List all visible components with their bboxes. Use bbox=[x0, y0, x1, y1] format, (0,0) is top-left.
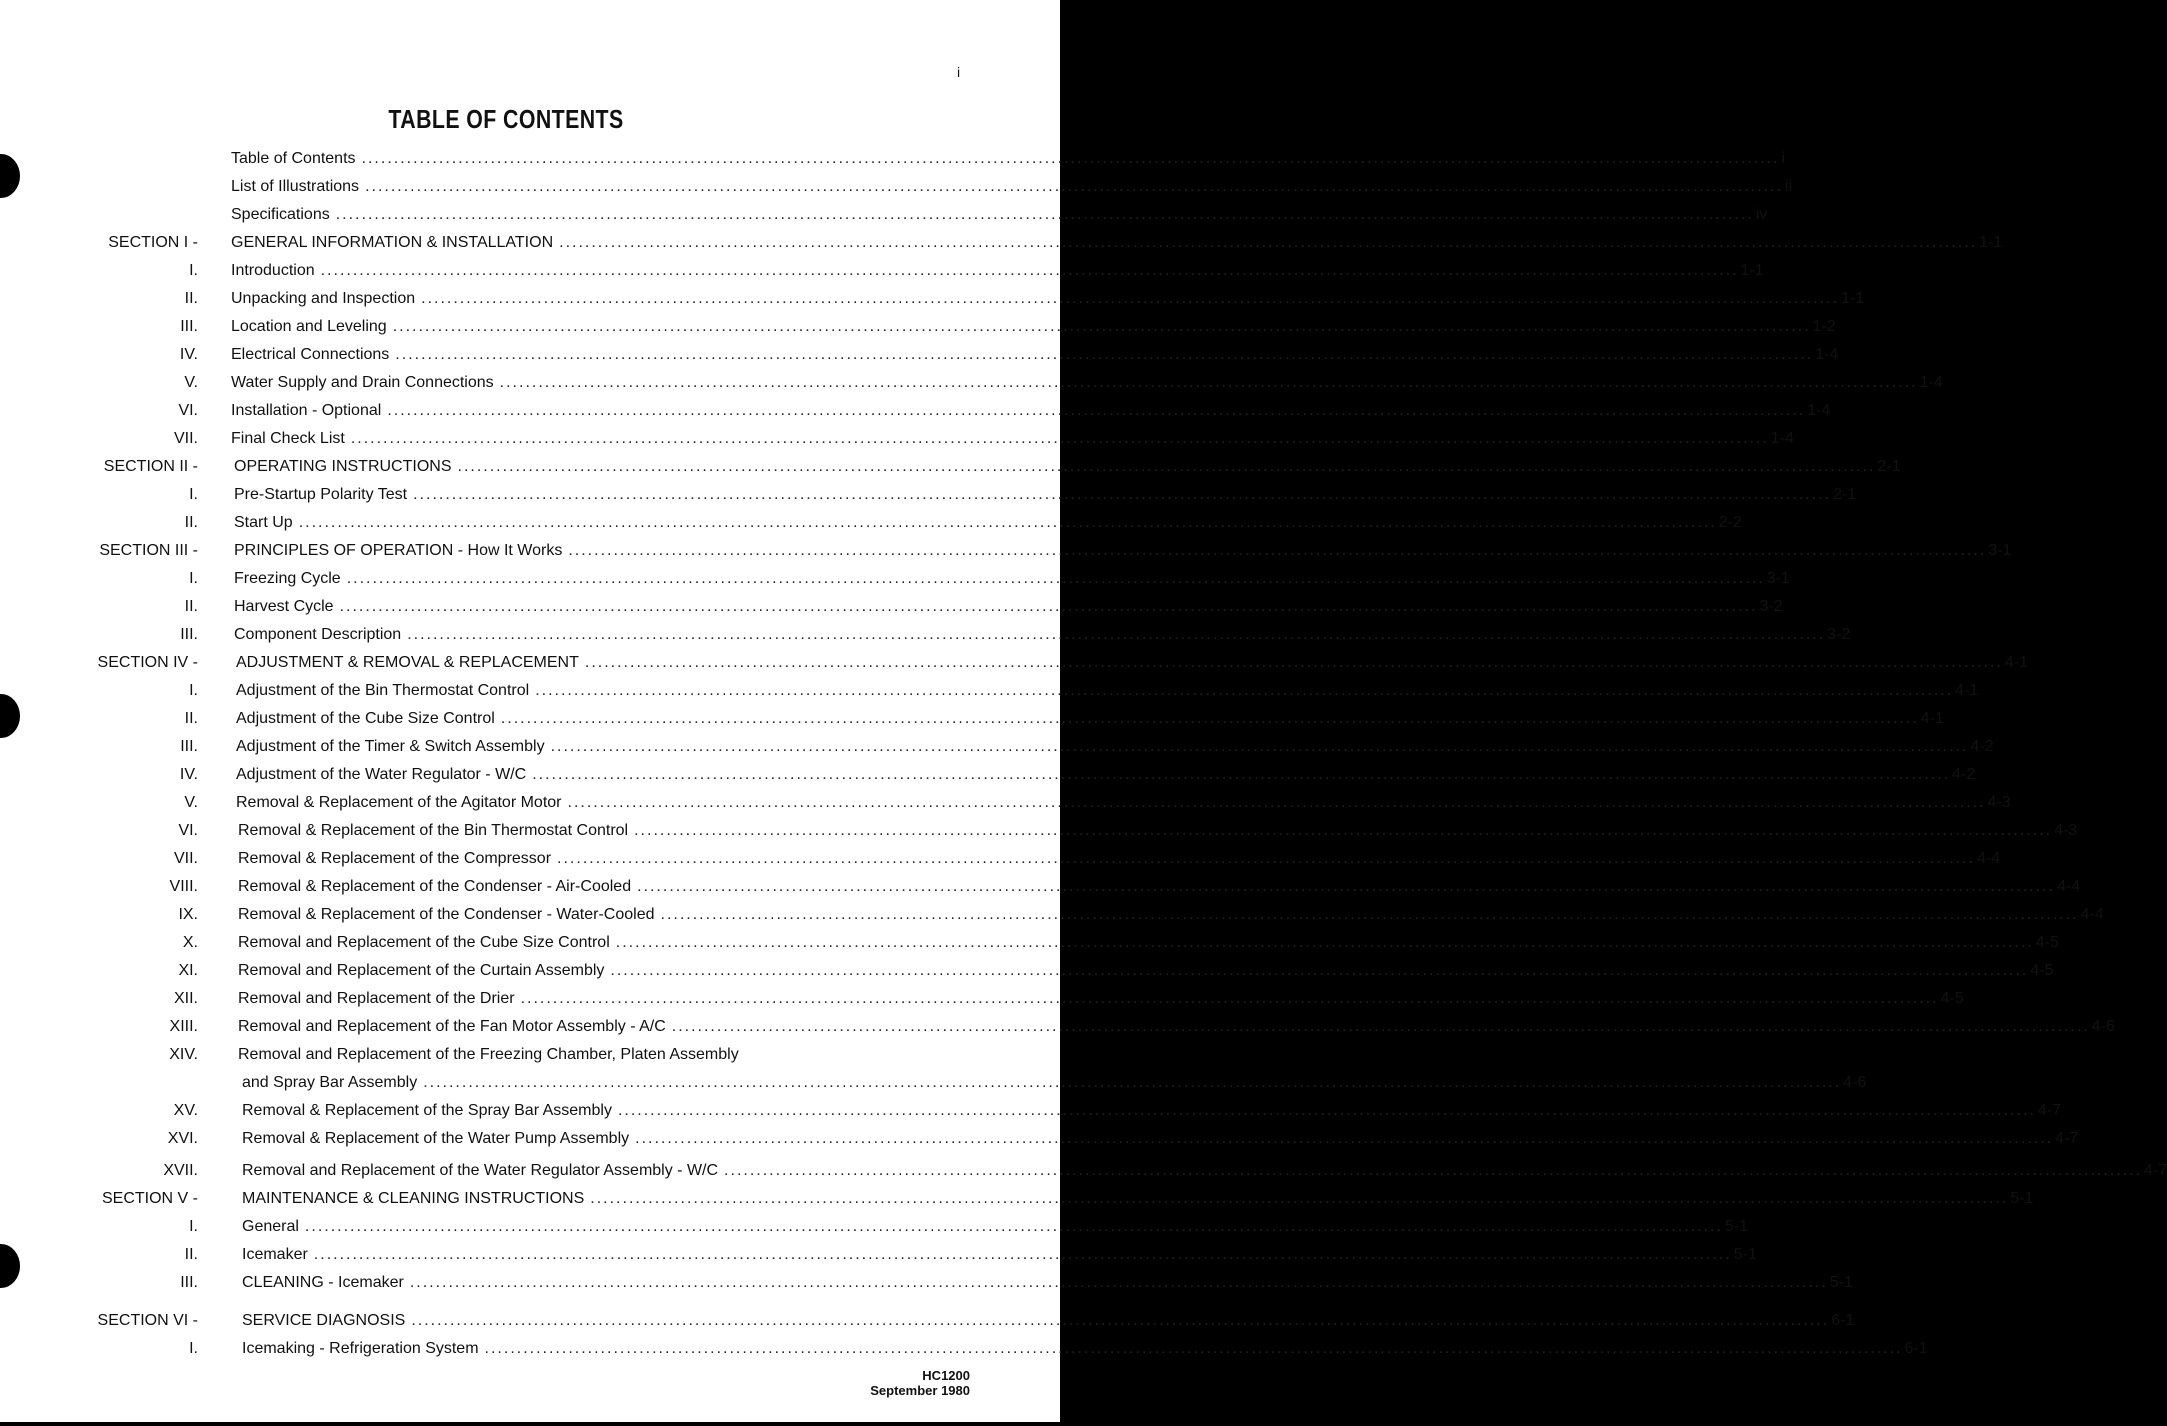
dot-leader: ............................................................................................................................................................................................................................ bbox=[520, 990, 1939, 1007]
toc-label: Removal and Replacement of the Curtain Assembly bbox=[238, 962, 605, 979]
section-number: II. bbox=[184, 514, 198, 531]
page-ref: 3-1 bbox=[1988, 542, 2012, 559]
toc-entry bbox=[0, 736, 1994, 758]
section-number: I. bbox=[189, 1218, 198, 1235]
toc-entry bbox=[0, 260, 1764, 282]
toc-label: Component Description bbox=[234, 626, 402, 643]
toc-entry bbox=[0, 1128, 2079, 1150]
section-number: III. bbox=[180, 626, 198, 643]
dot-leader: ............................................................................................................................................................................................................................ bbox=[660, 906, 2079, 923]
toc-entry bbox=[0, 372, 1943, 394]
toc-entry bbox=[0, 288, 1865, 310]
toc-label: Specifications bbox=[231, 206, 330, 223]
toc-label: Removal and Replacement of the Drier bbox=[238, 990, 515, 1007]
toc-label: Removal and Replacement of the Water Regulator Assembly - W/C bbox=[242, 1162, 719, 1179]
dot-leader: ............................................................................................................................................................................................................................ bbox=[584, 654, 2003, 671]
toc-entry bbox=[0, 344, 1839, 366]
page-ref: 4-3 bbox=[1987, 794, 2011, 811]
toc-entry bbox=[0, 428, 1794, 450]
toc-label: Adjustment of the Water Regulator - W/C bbox=[236, 766, 527, 783]
dot-leader: ............................................................................................................................................................................................................................ bbox=[671, 1018, 2090, 1035]
page-ref: 4-4 bbox=[1977, 850, 2001, 867]
dot-leader: ............................................................................................................................................................................................................................ bbox=[407, 626, 1826, 643]
section-number: XII. bbox=[173, 990, 198, 1007]
page-ref: 4-5 bbox=[2035, 934, 2059, 951]
section-number: II. bbox=[184, 710, 198, 727]
dot-leader: ............................................................................................................................................................................................................................ bbox=[313, 1246, 1732, 1263]
page-ref: iv bbox=[1755, 206, 1768, 223]
toc-entry bbox=[0, 904, 2104, 926]
section-number: V. bbox=[184, 374, 198, 391]
dot-leader: ............................................................................................................................................................................................................................ bbox=[590, 1190, 2009, 1207]
page-ref: 4-1 bbox=[1955, 682, 1979, 699]
dot-leader: ............................................................................................................................................................................................................................ bbox=[413, 486, 1832, 503]
toc-label: CLEANING - Icemaker bbox=[242, 1274, 404, 1291]
page-title: TABLE OF CONTENTS bbox=[388, 104, 624, 134]
dot-leader: ............................................................................................................................................................................................................................ bbox=[637, 878, 2056, 895]
page-ref: 4-4 bbox=[2057, 878, 2081, 895]
page-ref: 1-1 bbox=[1740, 262, 1764, 279]
dot-leader: ............................................................................................................................................................................................................................ bbox=[350, 430, 1769, 447]
section-number: I. bbox=[189, 682, 198, 699]
dot-leader: ............................................................................................................................................................................................................................ bbox=[320, 262, 1739, 279]
document-footer bbox=[820, 1368, 970, 1398]
toc-label: Table of Contents bbox=[231, 150, 356, 167]
dot-leader: ............................................................................................................................................................................................................................ bbox=[557, 850, 1975, 867]
toc-entry bbox=[0, 1188, 2034, 1210]
page-ref: 4-2 bbox=[1970, 738, 1994, 755]
dot-leader: ............................................................................................................................................................................................................................ bbox=[392, 318, 1811, 335]
toc-label: Harvest Cycle bbox=[234, 598, 334, 615]
page-ref: 2-1 bbox=[1833, 486, 1857, 503]
toc-entry bbox=[0, 848, 2001, 870]
section-number: VII. bbox=[173, 430, 198, 447]
page-ref: 4-1 bbox=[1920, 710, 1944, 727]
page-ref: 4-5 bbox=[1940, 990, 1964, 1007]
dot-leader: ............................................................................................................................................................................................................................ bbox=[423, 1074, 1842, 1091]
toc-entry bbox=[0, 624, 1851, 646]
toc-entry bbox=[0, 680, 1979, 702]
dot-leader: ............................................................................................................................................................................................................................ bbox=[335, 206, 1754, 223]
page-ref: 4-5 bbox=[2030, 962, 2054, 979]
toc-entry bbox=[0, 764, 1976, 786]
section-number: VI. bbox=[178, 822, 198, 839]
section-number: SECTION II - bbox=[103, 458, 198, 475]
dot-leader: ............................................................................................................................................................................................................................ bbox=[457, 458, 1876, 475]
page-number: i bbox=[957, 64, 961, 80]
dot-leader: ............................................................................................................................................................................................................................ bbox=[346, 570, 1765, 587]
toc-entry bbox=[0, 568, 1790, 590]
page-ref: 5-1 bbox=[1724, 1218, 1749, 1235]
dot-leader: ............................................................................................................................................................................................................................ bbox=[395, 346, 1814, 363]
toc-label: PRINCIPLES OF OPERATION - How It Works bbox=[234, 542, 563, 559]
toc-entry bbox=[0, 708, 1944, 730]
toc-entry bbox=[0, 1072, 1867, 1094]
page-ref: ii bbox=[1785, 178, 1793, 195]
section-number: SECTION V - bbox=[101, 1190, 198, 1207]
section-number: V. bbox=[184, 794, 198, 811]
section-number: SECTION VI - bbox=[97, 1312, 198, 1329]
section-number: III. bbox=[180, 1274, 198, 1291]
section-number: IV. bbox=[179, 346, 198, 363]
toc-entry bbox=[0, 512, 1742, 534]
toc-label: Location and Leveling bbox=[231, 318, 387, 335]
page-ref: 3-2 bbox=[1759, 598, 1783, 615]
toc-entry bbox=[0, 1310, 1855, 1332]
section-number: XIV. bbox=[169, 1046, 198, 1063]
page-ref: 1-1 bbox=[1841, 290, 1865, 307]
toc-entry bbox=[0, 792, 2011, 814]
toc-label: Installation - Optional bbox=[231, 402, 382, 419]
dot-leader: ............................................................................................................................................................................................................................ bbox=[339, 598, 1758, 615]
page-ref: 4-4 bbox=[2080, 906, 2104, 923]
dot-leader: ............................................................................................................................................................................................................................ bbox=[411, 1312, 1830, 1329]
toc-entry bbox=[0, 232, 2003, 254]
section-number: II. bbox=[184, 290, 198, 307]
page-ref: 1-4 bbox=[1815, 346, 1839, 363]
dot-leader: ............................................................................................................................................................................................................................ bbox=[567, 794, 1986, 811]
toc-label: List of Illustrations bbox=[231, 178, 360, 195]
page-ref: 1-4 bbox=[1770, 430, 1794, 447]
section-number: XI. bbox=[178, 962, 198, 979]
toc-label: SERVICE DIAGNOSIS bbox=[242, 1312, 406, 1329]
toc-label: Start Up bbox=[234, 514, 293, 531]
toc-entry bbox=[0, 596, 1783, 618]
toc-entry bbox=[0, 876, 2081, 898]
toc-label: Icemaker bbox=[242, 1246, 308, 1263]
toc-label: MAINTENANCE & CLEANING INSTRUCTIONS bbox=[242, 1190, 585, 1207]
toc-entry bbox=[0, 652, 2028, 674]
page-ref: 1-4 bbox=[1919, 374, 1943, 391]
dot-leader: ............................................................................................................................................................................................................................ bbox=[532, 766, 1951, 783]
toc-label: Introduction bbox=[231, 262, 315, 279]
page-ref: 4-7 bbox=[2144, 1162, 2167, 1179]
toc-label: OPERATING INSTRUCTIONS bbox=[234, 458, 452, 475]
dot-leader: ............................................................................................................................................................................................................................ bbox=[304, 1218, 1723, 1235]
dot-leader: ............................................................................................................................................................................................................................ bbox=[617, 1102, 2036, 1119]
toc-label: Removal and Replacement of the Fan Motor Assembly - A/C bbox=[238, 1018, 666, 1035]
toc-label: Adjustment of the Bin Thermostat Control bbox=[236, 682, 530, 699]
page-ref: 4-3 bbox=[2054, 822, 2078, 839]
page-ref: 4-6 bbox=[1843, 1074, 1867, 1091]
toc-entry bbox=[0, 1216, 1749, 1238]
section-number: VIII. bbox=[169, 878, 198, 895]
toc-label: Adjustment of the Cube Size Control bbox=[236, 710, 495, 727]
dot-leader: ............................................................................................................................................................................................................................ bbox=[550, 738, 1969, 755]
dot-leader: ............................................................................................................................................................................................................................ bbox=[387, 402, 1806, 419]
dot-leader: ............................................................................................................................................................................................................................ bbox=[568, 542, 1987, 559]
toc-label: Removal and Replacement of the Cube Size Control bbox=[238, 934, 610, 951]
toc-label: Removal and Replacement of the Freezing Chamber, Platen Assembly bbox=[238, 1046, 739, 1063]
page-ref: 4-1 bbox=[2004, 654, 2028, 671]
dot-leader: ............................................................................................................................................................................................................................ bbox=[361, 150, 1780, 167]
toc-entry bbox=[0, 400, 1831, 422]
section-number: I. bbox=[189, 486, 198, 503]
toc-entry bbox=[0, 148, 1786, 170]
page-ref: 1-2 bbox=[1812, 318, 1836, 335]
dot-leader: ............................................................................................................................................................................................................................ bbox=[500, 710, 1919, 727]
section-number: II. bbox=[184, 1246, 198, 1263]
page-ref: 2-1 bbox=[1877, 458, 1901, 475]
dot-leader: ............................................................................................................................................................................................................................ bbox=[499, 374, 1918, 391]
dot-leader: ............................................................................................................................................................................................................................ bbox=[610, 962, 2029, 979]
page-ref: 1-1 bbox=[1979, 234, 2003, 251]
toc-label: Removal & Replacement of the Condenser - Water-Cooled bbox=[238, 906, 655, 923]
section-number: VI. bbox=[178, 402, 198, 419]
page-ref: 5-1 bbox=[1733, 1246, 1757, 1263]
dot-leader: ............................................................................................................................................................................................................................ bbox=[365, 178, 1784, 195]
dot-leader: ............................................................................................................................................................................................................................ bbox=[421, 290, 1840, 307]
dot-leader: ............................................................................................................................................................................................................................ bbox=[635, 1130, 2054, 1147]
toc-entry bbox=[0, 1338, 1928, 1360]
toc-label: GENERAL INFORMATION & INSTALLATION bbox=[231, 234, 554, 251]
page-ref: 3-2 bbox=[1827, 626, 1851, 643]
page-ref: 6-1 bbox=[1831, 1312, 1855, 1329]
dot-leader: ............................................................................................................................................................................................................................ bbox=[559, 234, 1978, 251]
toc-label: Removal & Replacement of the Agitator Motor bbox=[236, 794, 562, 811]
page-ref: 4-7 bbox=[2055, 1130, 2079, 1147]
page-ref: 5-1 bbox=[2010, 1190, 2034, 1207]
dot-leader: ............................................................................................................................................................................................................................ bbox=[484, 1340, 1903, 1357]
section-number: I. bbox=[189, 262, 198, 279]
toc-label: Removal & Replacement of the Compressor bbox=[238, 850, 552, 867]
toc-entry bbox=[0, 932, 2059, 954]
toc-label: Removal & Replacement of the Condenser - Air-Cooled bbox=[238, 878, 632, 895]
toc-entry bbox=[0, 988, 1964, 1010]
section-number: XV. bbox=[173, 1102, 198, 1119]
dot-leader: ............................................................................................................................................................................................................................ bbox=[634, 822, 2053, 839]
section-number: X. bbox=[182, 934, 198, 951]
toc-label: Unpacking and Inspection bbox=[231, 290, 416, 307]
dot-leader: ............................................................................................................................................................................................................................ bbox=[409, 1274, 1828, 1291]
page-ref: 4-6 bbox=[2091, 1018, 2115, 1035]
toc-entry bbox=[0, 1160, 2167, 1182]
page-ref: 4-2 bbox=[1952, 766, 1976, 783]
toc-label: Icemaking - Refrigeration System bbox=[242, 1340, 479, 1357]
dot-leader: ............................................................................................................................................................................................................................ bbox=[535, 682, 1954, 699]
toc-entry bbox=[0, 176, 1793, 198]
section-number: III. bbox=[180, 738, 198, 755]
model-number: HC1200 bbox=[922, 1368, 970, 1383]
dot-leader: ............................................................................................................................................................................................................................ bbox=[615, 934, 2034, 951]
toc-entry bbox=[0, 1044, 1060, 1066]
toc-entry bbox=[0, 1016, 2115, 1038]
page-ref: 4-7 bbox=[2037, 1102, 2062, 1119]
toc-entry bbox=[0, 316, 1836, 338]
section-number: II. bbox=[184, 598, 198, 615]
toc-label: Adjustment of the Timer & Switch Assembly bbox=[236, 738, 545, 755]
section-number: IV. bbox=[179, 766, 198, 783]
section-number: VII. bbox=[173, 850, 198, 867]
toc-entry bbox=[0, 1244, 1757, 1266]
page-ref: 1-4 bbox=[1807, 402, 1831, 419]
page-ref: 3-1 bbox=[1766, 570, 1790, 587]
publication-date: September 1980 bbox=[870, 1383, 970, 1398]
toc-entry bbox=[0, 484, 1857, 506]
page-ref: 5-1 bbox=[1829, 1274, 1853, 1291]
toc-label: Removal & Replacement of the Bin Thermostat Control bbox=[238, 822, 629, 839]
page-ref: i bbox=[1781, 150, 1786, 167]
section-number: XVI. bbox=[167, 1130, 198, 1147]
toc-entry bbox=[0, 1100, 2062, 1122]
section-number: SECTION I - bbox=[108, 234, 198, 251]
dot-leader: ............................................................................................................................................................................................................................ bbox=[298, 514, 1717, 531]
toc-entry bbox=[0, 540, 2012, 562]
toc-entry bbox=[0, 960, 2054, 982]
section-number: I. bbox=[189, 1340, 198, 1357]
section-number: I. bbox=[189, 570, 198, 587]
page-ref: 2-2 bbox=[1718, 514, 1742, 531]
toc-entry bbox=[0, 1272, 1853, 1294]
toc-label: Electrical Connections bbox=[231, 346, 390, 363]
section-number: XIII. bbox=[169, 1018, 198, 1035]
toc-label: and Spray Bar Assembly bbox=[242, 1074, 418, 1091]
section-number: III. bbox=[180, 318, 198, 335]
toc-label: Water Supply and Drain Connections bbox=[231, 374, 494, 391]
section-number: XVII. bbox=[163, 1162, 198, 1179]
toc-entry bbox=[0, 820, 2078, 842]
toc-label: General bbox=[242, 1218, 299, 1235]
toc-label: Removal & Replacement of the Water Pump Assembly bbox=[242, 1130, 630, 1147]
page-ref: 6-1 bbox=[1904, 1340, 1928, 1357]
toc-label: Removal & Replacement of the Spray Bar Assembly bbox=[242, 1102, 612, 1119]
toc-label: Pre-Startup Polarity Test bbox=[234, 486, 408, 503]
toc-label: ADJUSTMENT & REMOVAL & REPLACEMENT bbox=[236, 654, 579, 671]
section-number: IX. bbox=[178, 906, 198, 923]
toc-entry bbox=[0, 456, 1901, 478]
section-number: SECTION III - bbox=[99, 542, 198, 559]
toc-label: Final Check List bbox=[231, 430, 345, 447]
toc-label: Freezing Cycle bbox=[234, 570, 341, 587]
section-number: SECTION IV - bbox=[97, 654, 198, 671]
dot-leader: ............................................................................................................................................................................................................................ bbox=[724, 1162, 2143, 1179]
toc-entry bbox=[0, 204, 1768, 226]
